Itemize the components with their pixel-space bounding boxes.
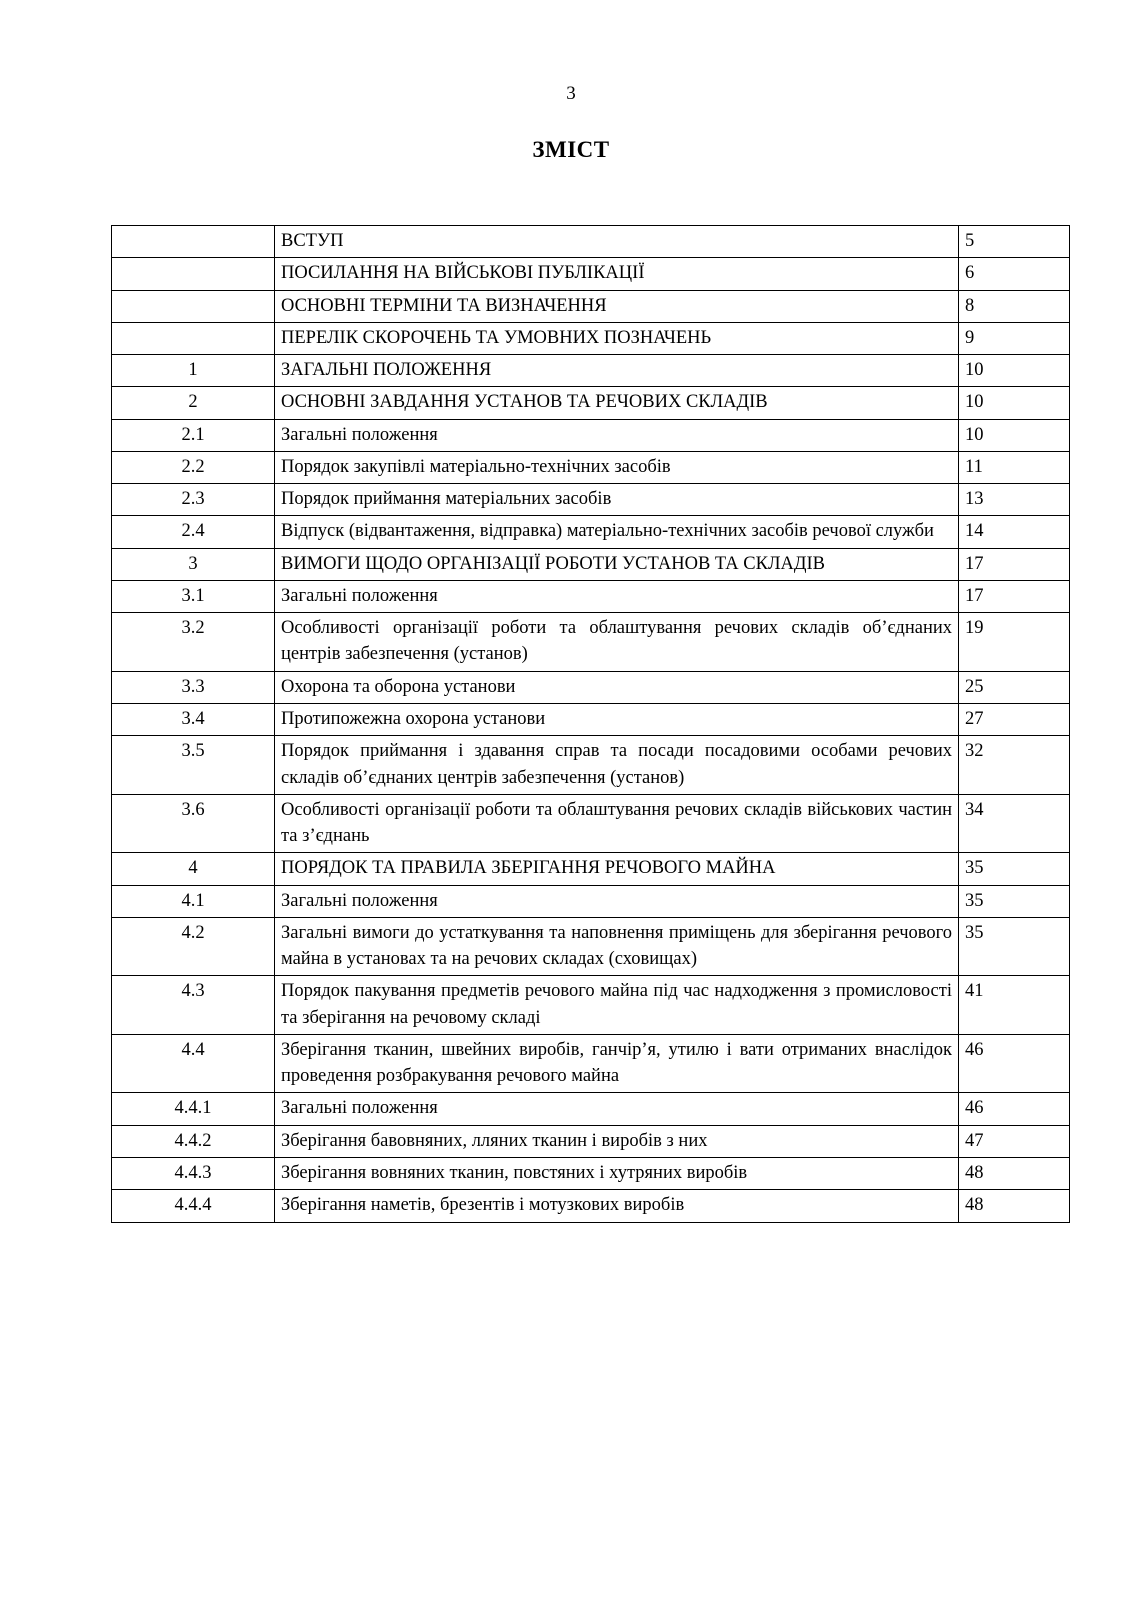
toc-section-number: 4.4.1 <box>112 1093 275 1125</box>
toc-entry-title[interactable]: ЗАГАЛЬНІ ПОЛОЖЕННЯ <box>275 355 959 387</box>
toc-row[interactable] <box>112 516 1070 548</box>
toc-section-number: 3.4 <box>112 703 275 735</box>
toc-page-number: 27 <box>959 703 1070 735</box>
toc-entry-title[interactable]: Зберігання вовняних тканин, повстяних і хутряних виробів <box>275 1157 959 1189</box>
toc-section-number: 4.4.2 <box>112 1125 275 1157</box>
toc-row[interactable] <box>112 1190 1070 1222</box>
toc-row[interactable] <box>112 1125 1070 1157</box>
toc-entry-title[interactable]: Загальні вимоги до устаткування та наповнення приміщень для зберігання речового майна в установах та на речових складах (сховищах) <box>275 917 959 976</box>
toc-page-number: 11 <box>959 451 1070 483</box>
toc-entry-title[interactable]: Порядок приймання матеріальних засобів <box>275 484 959 516</box>
toc-table-body <box>112 226 1070 1223</box>
toc-section-number <box>112 258 275 290</box>
toc-section-number: 3.3 <box>112 671 275 703</box>
toc-page-number: 34 <box>959 794 1070 853</box>
toc-page-number: 10 <box>959 387 1070 419</box>
toc-row[interactable] <box>112 548 1070 580</box>
toc-entry-title[interactable]: Загальні положення <box>275 580 959 612</box>
toc-row[interactable] <box>112 355 1070 387</box>
toc-page-number: 10 <box>959 419 1070 451</box>
toc-entry-title[interactable]: ОСНОВНІ ТЕРМІНИ ТА ВИЗНАЧЕННЯ <box>275 290 959 322</box>
toc-section-number: 2.1 <box>112 419 275 451</box>
toc-entry-title[interactable]: Порядок пакування предметів речового майна під час надходження з промисловості та зберігання на речовому складі <box>275 976 959 1035</box>
toc-entry-title[interactable]: Порядок приймання і здавання справ та посади посадовими особами речових складів об’єднаних центрів забезпечення (установ) <box>275 736 959 795</box>
toc-entry-title[interactable]: ПОСИЛАННЯ НА ВІЙСЬКОВІ ПУБЛІКАЦІЇ <box>275 258 959 290</box>
toc-page-number: 48 <box>959 1157 1070 1189</box>
toc-page-number: 13 <box>959 484 1070 516</box>
toc-entry-title[interactable]: ПЕРЕЛІК СКОРОЧЕНЬ ТА УМОВНИХ ПОЗНАЧЕНЬ <box>275 322 959 354</box>
toc-page-number: 17 <box>959 548 1070 580</box>
toc-section-number: 3.1 <box>112 580 275 612</box>
toc-table <box>111 225 1070 1223</box>
toc-section-number: 2.4 <box>112 516 275 548</box>
toc-page-number: 35 <box>959 853 1070 885</box>
toc-section-number: 4.2 <box>112 917 275 976</box>
toc-row[interactable] <box>112 258 1070 290</box>
toc-page-number: 46 <box>959 1093 1070 1125</box>
toc-section-number: 2 <box>112 387 275 419</box>
toc-row[interactable] <box>112 976 1070 1035</box>
toc-row[interactable] <box>112 671 1070 703</box>
toc-row[interactable] <box>112 387 1070 419</box>
page-title: ЗМІСТ <box>532 137 610 162</box>
toc-entry-title[interactable]: ВСТУП <box>275 226 959 258</box>
toc-entry-title[interactable]: Загальні положення <box>275 419 959 451</box>
toc-section-number <box>112 226 275 258</box>
toc-page-number: 32 <box>959 736 1070 795</box>
table-of-contents <box>111 225 1032 1223</box>
toc-page-number: 25 <box>959 671 1070 703</box>
toc-section-number: 3.5 <box>112 736 275 795</box>
toc-entry-title[interactable]: Особливості організації роботи та облаштування речових складів об’єднаних центрів забезпечення (установ) <box>275 613 959 672</box>
toc-row[interactable] <box>112 290 1070 322</box>
toc-row[interactable] <box>112 853 1070 885</box>
toc-section-number: 4.4.3 <box>112 1157 275 1189</box>
toc-row[interactable] <box>112 322 1070 354</box>
toc-row[interactable] <box>112 484 1070 516</box>
toc-section-number: 4.4 <box>112 1034 275 1093</box>
toc-row[interactable] <box>112 580 1070 612</box>
toc-section-number: 3.6 <box>112 794 275 853</box>
toc-page-number: 10 <box>959 355 1070 387</box>
toc-row[interactable] <box>112 703 1070 735</box>
toc-entry-title[interactable]: Зберігання бавовняних, лляних тканин і виробів з них <box>275 1125 959 1157</box>
toc-section-number: 2.3 <box>112 484 275 516</box>
toc-section-number: 4.4.4 <box>112 1190 275 1222</box>
toc-page-number: 9 <box>959 322 1070 354</box>
toc-entry-title[interactable]: Відпуск (відвантаження, відправка) матеріально-технічних засобів речової служби <box>275 516 959 548</box>
toc-row[interactable] <box>112 1034 1070 1093</box>
toc-row[interactable] <box>112 613 1070 672</box>
toc-row[interactable] <box>112 226 1070 258</box>
toc-page-number: 46 <box>959 1034 1070 1093</box>
toc-page-number: 19 <box>959 613 1070 672</box>
toc-entry-title[interactable]: Зберігання наметів, брезентів і мотузкових виробів <box>275 1190 959 1222</box>
toc-entry-title[interactable]: Зберігання тканин, швейних виробів, ганчір’я, утилю і вати отриманих внаслідок проведення розбракування речового майна <box>275 1034 959 1093</box>
toc-section-number: 4.3 <box>112 976 275 1035</box>
toc-page-number: 47 <box>959 1125 1070 1157</box>
toc-page-number: 14 <box>959 516 1070 548</box>
toc-row[interactable] <box>112 736 1070 795</box>
toc-section-number: 2.2 <box>112 451 275 483</box>
toc-page-number: 48 <box>959 1190 1070 1222</box>
toc-row[interactable] <box>112 885 1070 917</box>
toc-entry-title[interactable]: Загальні положення <box>275 1093 959 1125</box>
toc-section-number <box>112 290 275 322</box>
toc-row[interactable] <box>112 419 1070 451</box>
toc-entry-title[interactable]: ОСНОВНІ ЗАВДАННЯ УСТАНОВ ТА РЕЧОВИХ СКЛАДІВ <box>275 387 959 419</box>
toc-row[interactable] <box>112 794 1070 853</box>
toc-page-number: 35 <box>959 885 1070 917</box>
toc-entry-title[interactable]: Загальні положення <box>275 885 959 917</box>
toc-row[interactable] <box>112 1093 1070 1125</box>
toc-page-number: 8 <box>959 290 1070 322</box>
toc-page-number: 6 <box>959 258 1070 290</box>
toc-entry-title[interactable]: ВИМОГИ ЩОДО ОРГАНІЗАЦІЇ РОБОТИ УСТАНОВ ТА СКЛАДІВ <box>275 548 959 580</box>
toc-page-number: 17 <box>959 580 1070 612</box>
toc-entry-title[interactable]: Порядок закупівлі матеріально-технічних засобів <box>275 451 959 483</box>
toc-section-number: 1 <box>112 355 275 387</box>
toc-entry-title[interactable]: Охорона та оборона установи <box>275 671 959 703</box>
toc-row[interactable] <box>112 451 1070 483</box>
page-number: 3 <box>566 83 576 104</box>
toc-section-number: 3 <box>112 548 275 580</box>
toc-section-number: 4 <box>112 853 275 885</box>
toc-page-number: 41 <box>959 976 1070 1035</box>
toc-row[interactable] <box>112 917 1070 976</box>
toc-page-number: 35 <box>959 917 1070 976</box>
toc-entry-title[interactable]: Особливості організації роботи та облаштування речових складів військових частин та з’єднань <box>275 794 959 853</box>
toc-section-number: 4.1 <box>112 885 275 917</box>
toc-entry-title[interactable]: ПОРЯДОК ТА ПРАВИЛА ЗБЕРІГАННЯ РЕЧОВОГО МАЙНА <box>275 853 959 885</box>
toc-page-number: 5 <box>959 226 1070 258</box>
toc-section-number <box>112 322 275 354</box>
toc-row[interactable] <box>112 1157 1070 1189</box>
toc-entry-title[interactable]: Протипожежна охорона установи <box>275 703 959 735</box>
toc-section-number: 3.2 <box>112 613 275 672</box>
